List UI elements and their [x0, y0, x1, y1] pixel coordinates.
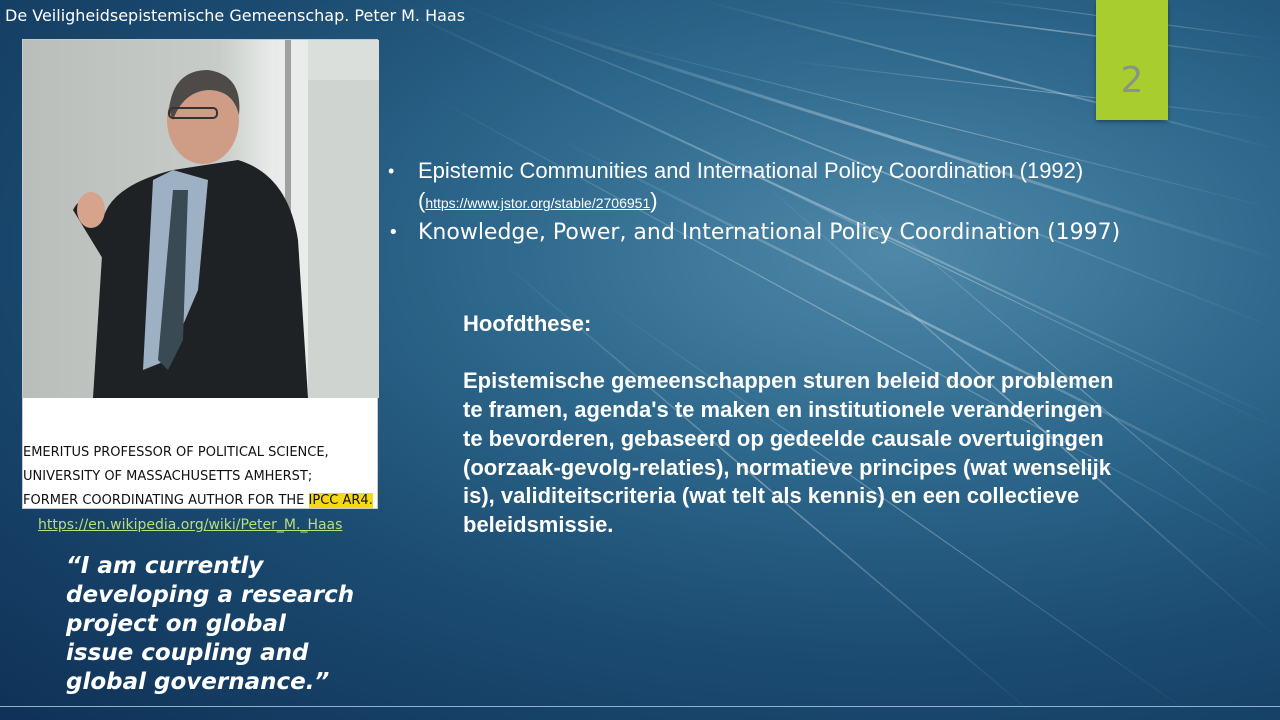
slide-number-badge — [1096, 0, 1168, 120]
slide-number: 2 — [1120, 60, 1144, 101]
bullet-icon: • — [388, 222, 399, 243]
wikipedia-link[interactable]: https://en.wikipedia.org/wiki/Peter_M._Haas — [38, 517, 343, 533]
portrait-photo — [23, 40, 379, 398]
publication-title: Epistemic Communities and International Policy Coordination (1992) — [418, 158, 1084, 183]
ipcc-highlight: IPCC AR4. — [308, 493, 373, 508]
research-quote: “I am currently developing a research project on global issue coupling and global governance.” — [66, 553, 355, 695]
publication-title: Knowledge, Power, and International Policy Coordination (1997) — [418, 220, 1121, 245]
link-paren-open: ( — [418, 188, 426, 213]
thesis-body: Epistemische gemeenschappen sturen beleid door problemen te framen, agenda's te maken en institutionele veranderingen te bevorderen, gebaseerd op gedeelde causale overtuigingen (oorzaak-gevolg-relaties), normatieve principes (wat wenselijk is), validiteitscriteria (wat telt als kennis) en een collectieve beleidsmissie. — [463, 368, 1114, 537]
main-thesis — [463, 310, 1123, 540]
publications-list — [388, 156, 1120, 248]
caption-line: UNIVERSITY OF MASSACHUSETTS AMHERST; — [23, 469, 313, 484]
profile-caption — [23, 441, 379, 513]
caption-line: EMERITUS PROFESSOR OF POLITICAL SCIENCE, — [23, 445, 329, 460]
caption-text: FORMER COORDINATING AUTHOR FOR THE — [23, 493, 309, 508]
presentation-title: De Veiligheidsepistemische Gemeenschap. Peter M. Haas — [5, 6, 466, 25]
thesis-title: Hoofdthese: — [463, 311, 592, 336]
profile-card — [22, 39, 378, 509]
bullet-icon: • — [388, 161, 395, 181]
jstor-link[interactable]: https://www.jstor.org/stable/2706951 — [425, 195, 651, 211]
caption-line — [23, 489, 379, 513]
link-paren-close: ) — [650, 188, 658, 213]
list-item — [388, 218, 1120, 248]
list-item — [388, 156, 1120, 218]
footer-divider — [0, 706, 1280, 707]
